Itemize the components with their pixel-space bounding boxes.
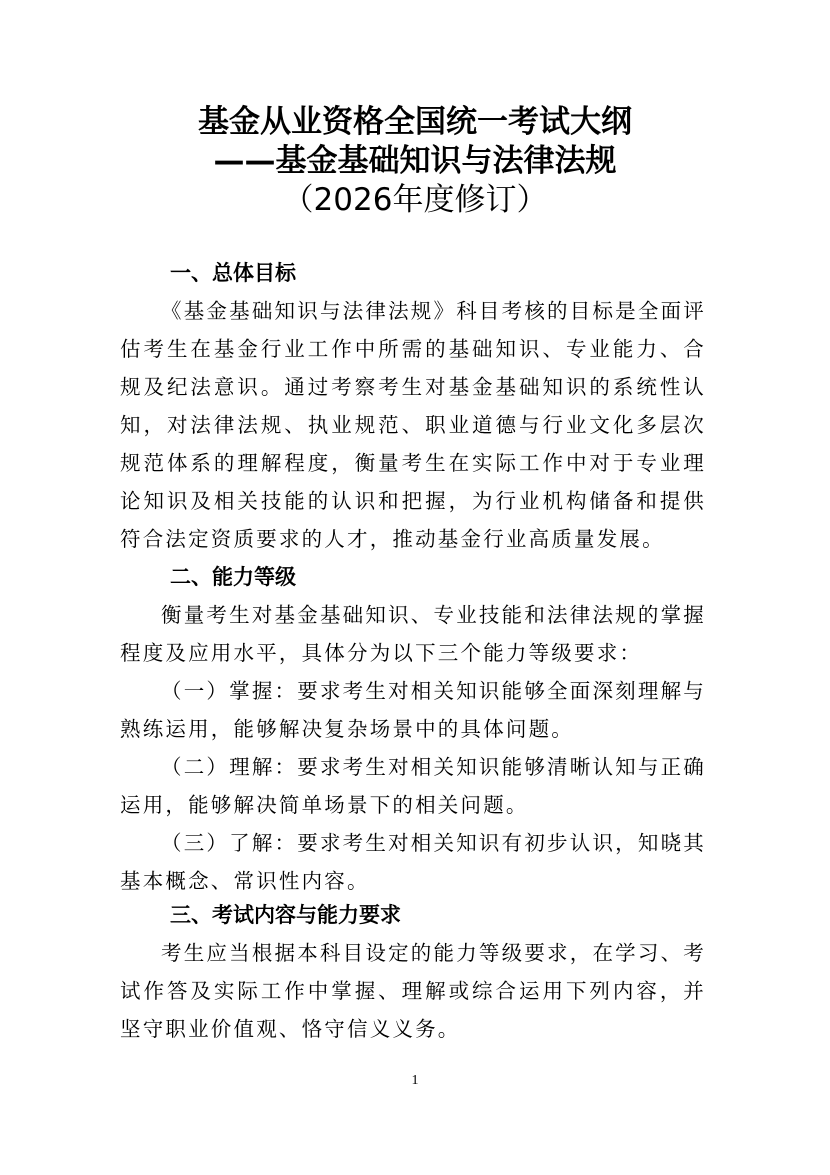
section-heading-goal: 一、总体目标 [170,261,296,285]
document-subtitle: ——基金基础知识与法律法规 [213,143,617,179]
ability-level-master: （一）掌握：要求考生对相关知识能够全面深刻理解与熟练运用，能够解决复杂场景中的具体问题。 [120,679,706,741]
ability-level-know: （三）了解：要求考生对相关知识有初步认识，知晓其基本概念、常识性内容。 [120,831,706,893]
document-title: 基金从业资格全国统一考试大纲 [198,104,632,140]
document-edition: （2026年度修订） [282,182,548,218]
ability-level-understand: （二）理解：要求考生对相关知识能够清晰认知与正确运用，能够解决简单场景下的相关问题。 [120,755,706,817]
page-number: 1 [411,1073,419,1088]
section-goal-paragraph: 《基金基础知识与法律法规》科目考核的目标是全面评估考生在基金行业工作中所需的基础知识、专业能力、合规及纪法意识。通过考察考生对基金基础知识的系统性认知，对法律法规、执业规范、职业道德与行业文化多层次规范体系的理解程度，衡量考生在实际工作中对于专业理论知识及相关技能的认识和把握，为行业机构储备和提供符合法定资质要求的人才，推动基金行业高质量发展。 [120,299,706,551]
section-heading-ability: 二、能力等级 [170,565,296,589]
section-heading-content: 三、考试内容与能力要求 [170,903,401,927]
section-content-paragraph: 考生应当根据本科目设定的能力等级要求，在学习、考试作答及实际工作中掌握、理解或综合运用下列内容，并坚守职业价值观、恪守信义义务。 [120,941,706,1041]
section-ability-paragraph: 衡量考生对基金基础知识、专业技能和法律法规的掌握程度及应用水平，具体分为以下三个能力等级要求： [120,603,706,665]
